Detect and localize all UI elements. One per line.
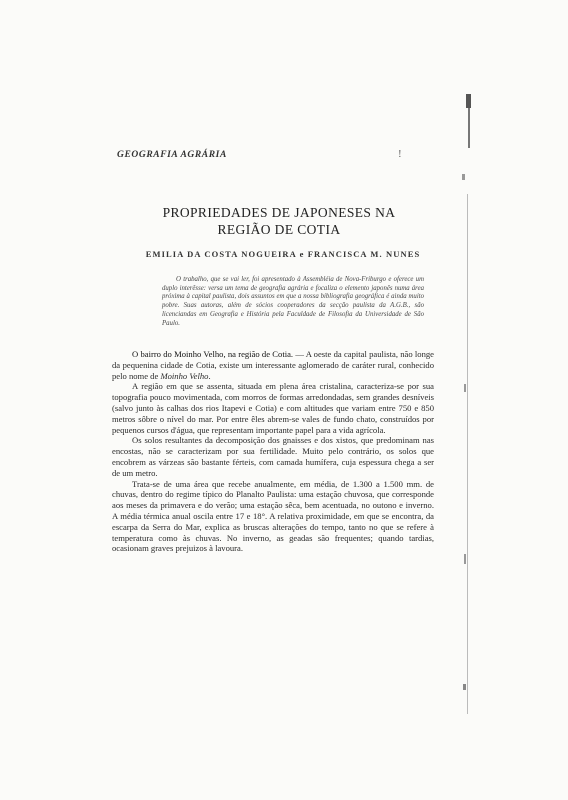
title-line-2: REGIÃO DE COTIA <box>217 222 341 237</box>
binding-edge-artifact <box>458 84 478 744</box>
page-mark: ! <box>398 148 402 160</box>
editorial-abstract: O trabalho, que se vai ler, foi apresentado à Assembléia de Nova-Friburgo e oferece um duplo interêsse: versa um tema de geografia agrária e focaliza o elemento japonês numa área próxima à capital paulista, dois assuntos em que a nossa bibliografia geográfica é ainda muito pobre. Suas autoras, além de sócios cooperadores da secção paulista da A.G.B., são licenciandas em Geografia e História pela Faculdade de Filosofia da Universidade de São Paulo. <box>162 276 424 327</box>
paragraph-4: Trata-se de uma área que recebe anualmente, em média, de 1.300 a 1.500 mm. de chuvas, dentro do regime típico do Planalto Paulista: uma estação chuvosa, que corresponde aos meses da primavera e do verão; uma estação sêca, bem acentuada, no outono e inverno. A média térmica anual oscila entre 17 e 18°. A relativa proximidade, em que se encontra, da escarpa da Serra do Mar, explica as bruscas alterações do tempo, tanto no que se refere à temperatura como às chuvas. No inverno, as geadas são frequentes; quando tardias, ocasionam graves prejuizos à lavoura. <box>112 478 434 554</box>
paragraph-1 <box>112 349 434 381</box>
article-body <box>112 349 434 554</box>
paragraph-emphasis: Moinho Velho <box>160 370 209 381</box>
paragraph-tail: . <box>208 370 211 381</box>
title-line-1: PROPRIEDADES DE JAPONESES NA <box>162 205 396 220</box>
article-title <box>120 204 438 238</box>
article-authors: EMILIA DA COSTA NOGUEIRA e FRANCISCA M. NUNES <box>145 249 421 259</box>
paragraph-3: Os solos resultantes da decomposição dos gnaisses e dos xistos, que predominam nas encostas, não se caracterizam por sua fertilidade. Muito pelo contrário, os solos que encobrem as várzeas são bastante férteis, com camada humífera, cuja espessura chega a ser de um metro. <box>112 435 434 478</box>
paragraph-text: — A oeste da capital paulista, não longe da pequenina cidade de Cotia, existe um interessante aglomerado de caráter rural, conhecido pelo nome de <box>112 349 434 381</box>
paragraph-2: A região em que se assenta, situada em plena área cristalina, caracteriza-se por sua topografia pouco movimentada, com morros de formas arredondadas, sem grandes desníveis (salvo junto às calhas dos rios Itapevi e Cotia) e com altitudes que variam entre 750 e 850 metros sôbre o nível do mar. Por entre êles abrem-se vales de fundo chato, construídos por pequenos cursos d'água, que representam importante papel para a vida agrícola. <box>112 381 434 435</box>
section-header: GEOGRAFIA AGRÁRIA <box>117 150 227 160</box>
paragraph-lead: O bairro do Moinho Velho, na região de Cotia. <box>132 349 294 359</box>
